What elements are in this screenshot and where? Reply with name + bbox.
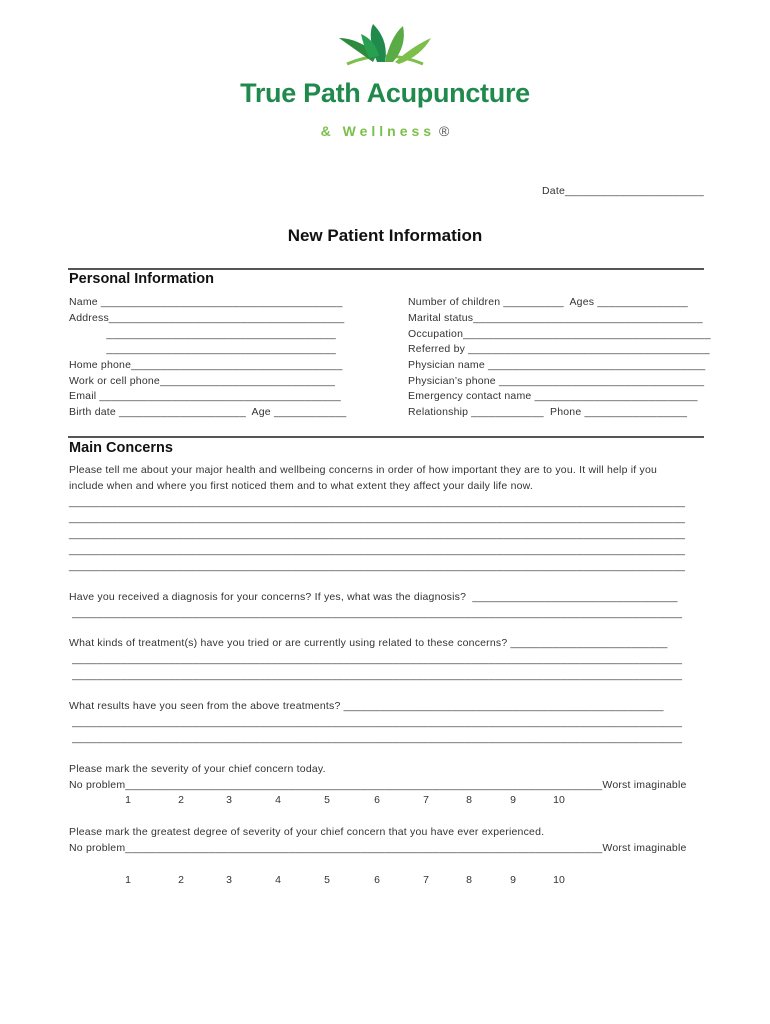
answer-line[interactable]: _____________________________________________________________________________________________________ xyxy=(69,669,683,681)
children-field[interactable]: Number of children __________ Ages _______________ xyxy=(408,296,688,308)
scale-number[interactable]: 4 xyxy=(275,794,281,806)
answer-line[interactable]: ______________________________________________________________________________________________________ xyxy=(69,512,686,524)
section-heading-personal: Personal Information xyxy=(69,271,215,287)
scale-number[interactable]: 2 xyxy=(178,794,184,806)
scale-number[interactable]: 6 xyxy=(374,794,380,806)
name-field[interactable]: Name ________________________________________ xyxy=(69,296,343,308)
severity-ever-label: Please mark the greatest degree of severity of your chief concern that you have ever experienced. xyxy=(69,826,545,838)
answer-line[interactable]: ______________________________________________________________________________________________________ xyxy=(69,496,686,508)
address-line-3[interactable]: ______________________________________ xyxy=(69,343,336,355)
concerns-intro: Please tell me about your major health and wellbeing concerns in order of how important they are to you. It will help if you xyxy=(69,464,658,476)
section-divider xyxy=(68,268,704,270)
answer-line[interactable]: _____________________________________________________________________________________________________ xyxy=(69,732,683,744)
scale-number[interactable]: 9 xyxy=(510,794,516,806)
answer-line[interactable]: ______________________________________________________________________________________________________ xyxy=(69,544,686,556)
emergency-contact-field[interactable]: Emergency contact name ___________________________ xyxy=(408,390,698,402)
scale-number[interactable]: 4 xyxy=(275,874,281,886)
occupation-field[interactable]: Occupation_________________________________________ xyxy=(408,328,711,340)
answer-line[interactable]: ______________________________________________________________________________________________________ xyxy=(69,528,686,540)
answer-line[interactable]: _____________________________________________________________________________________________________ xyxy=(69,716,683,728)
date-field[interactable]: Date_______________________ xyxy=(542,185,704,197)
severity-today-label: Please mark the severity of your chief concern today. xyxy=(69,763,326,775)
scale-number[interactable]: 9 xyxy=(510,874,516,886)
physician-name-field[interactable]: Physician name ____________________________________ xyxy=(408,359,706,371)
page-title: New Patient Information xyxy=(287,226,483,245)
concerns-intro: include when and where you first noticed them and to what extent they affect your daily life now. xyxy=(69,480,533,492)
scale-number[interactable]: 8 xyxy=(466,794,472,806)
scale-number[interactable]: 6 xyxy=(374,874,380,886)
severity-today-scale[interactable]: No problem_______________________________________________________________________________Worst imaginable xyxy=(69,779,687,791)
scale-number[interactable]: 1 xyxy=(125,874,131,886)
lotus-logo-icon xyxy=(333,18,437,72)
brand-subtitle xyxy=(0,123,770,139)
scale-number[interactable]: 5 xyxy=(324,794,330,806)
diagnosis-question[interactable]: Have you received a diagnosis for your concerns? If yes, what was the diagnosis? __________________________________ xyxy=(69,591,678,603)
brand-subtitle-text: & Wellness xyxy=(320,123,436,139)
cell-phone-field[interactable]: Work or cell phone_____________________________ xyxy=(69,375,336,387)
section-divider xyxy=(68,436,704,438)
scale-number[interactable]: 3 xyxy=(226,794,232,806)
answer-line[interactable]: _____________________________________________________________________________________________________ xyxy=(69,607,683,619)
address-line-2[interactable]: ______________________________________ xyxy=(69,328,336,340)
scale-number[interactable]: 5 xyxy=(324,874,330,886)
birth-date-age-field[interactable]: Birth date _____________________ Age ____________ xyxy=(69,406,347,418)
results-question[interactable]: What results have you seen from the above treatments? _____________________________________________________ xyxy=(69,700,664,712)
relationship-phone-field[interactable]: Relationship ____________ Phone _________________ xyxy=(408,406,688,418)
email-field[interactable]: Email ________________________________________ xyxy=(69,390,341,402)
scale-number[interactable]: 1 xyxy=(125,794,131,806)
home-phone-field[interactable]: Home phone___________________________________ xyxy=(69,359,343,371)
scale-number[interactable]: 7 xyxy=(423,874,429,886)
marital-status-field[interactable]: Marital status______________________________________ xyxy=(408,312,703,324)
answer-line[interactable]: ______________________________________________________________________________________________________ xyxy=(69,560,686,572)
physician-phone-field[interactable]: Physician’s phone __________________________________ xyxy=(408,375,705,387)
address-field[interactable]: Address_______________________________________ xyxy=(69,312,345,324)
section-heading-concerns: Main Concerns xyxy=(69,440,173,456)
treatments-question[interactable]: What kinds of treatment(s) have you tried or are currently using related to these concerns? __________________________ xyxy=(69,637,668,649)
scale-number[interactable]: 10 xyxy=(553,794,565,806)
referred-by-field[interactable]: Referred by ________________________________________ xyxy=(408,343,710,355)
scale-number[interactable]: 10 xyxy=(553,874,565,886)
answer-line[interactable]: _____________________________________________________________________________________________________ xyxy=(69,653,683,665)
scale-number[interactable]: 2 xyxy=(178,874,184,886)
brand-name: True Path Acupuncture xyxy=(240,78,530,108)
scale-number[interactable]: 3 xyxy=(226,874,232,886)
severity-ever-scale[interactable]: No problem_______________________________________________________________________________Worst imaginable xyxy=(69,842,687,854)
scale-number[interactable]: 7 xyxy=(423,794,429,806)
registered-mark: ® xyxy=(439,123,450,139)
scale-number[interactable]: 8 xyxy=(466,874,472,886)
